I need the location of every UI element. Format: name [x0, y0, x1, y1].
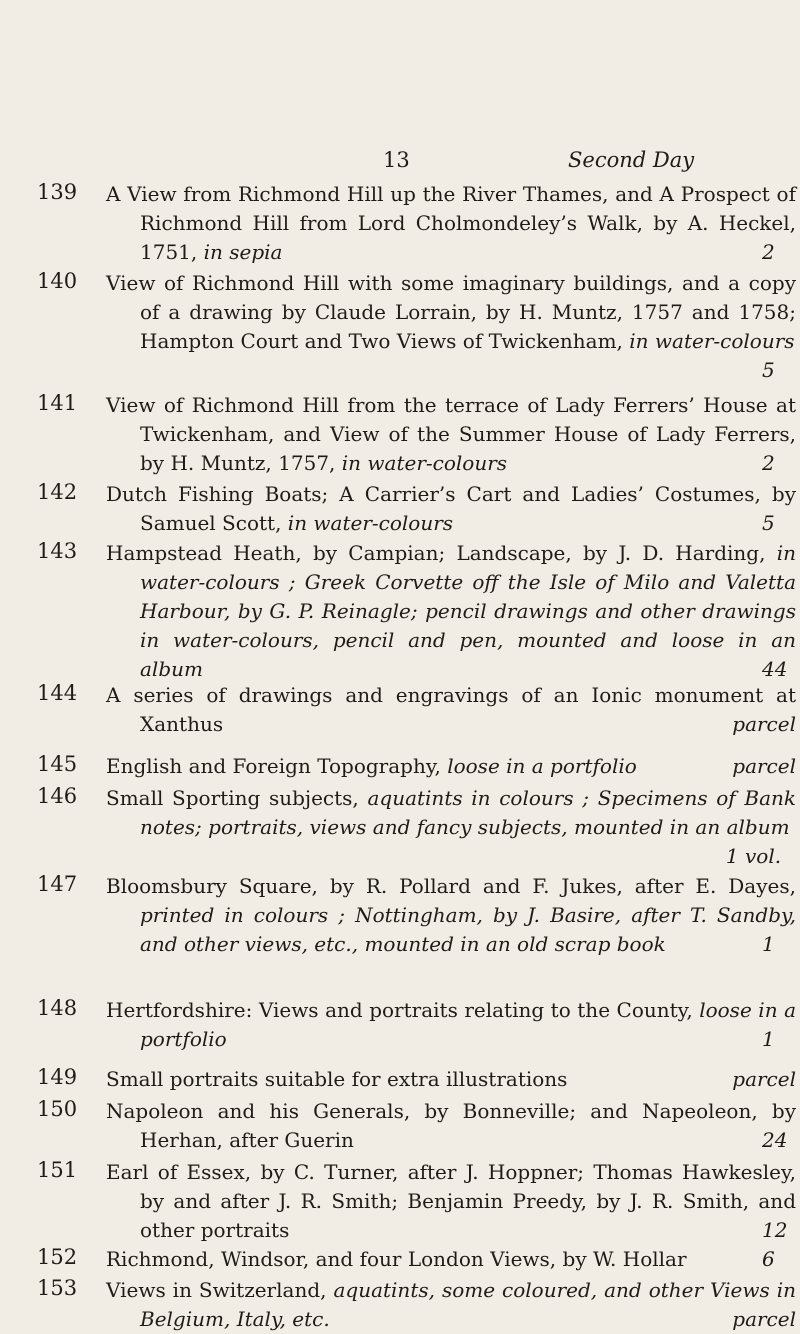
lot-number: 152 — [37, 1245, 78, 1269]
lot-number: 143 — [37, 539, 78, 563]
lot-number: 149 — [37, 1065, 78, 1089]
lot-description: Views in Switzerland, aquatints, some coloured, and other Views in Belgium, Italy, etc. parcel — [106, 1276, 796, 1334]
lot-number: 153 — [37, 1276, 78, 1300]
lot-description: Hertfordshire: Views and portraits relating to the County, loose in a portfolio 1 — [106, 998, 797, 1051]
lot-quantity: parcel — [732, 1307, 796, 1331]
lot-number: 148 — [37, 996, 78, 1020]
lot-number: 150 — [37, 1097, 78, 1121]
lot-description: Bloomsbury Square, by R. Pollard and F. Jukes, after E. Dayes, printed in colours ; Nottingham, by J. Basire, after T. Sandby, and other views, etc., mounted in an old scrap book 1 — [106, 874, 796, 956]
lot-description: A series of drawings and engravings of an Ionic monument at Xanthus parcel — [106, 681, 796, 739]
lot-number: 145 — [37, 752, 78, 776]
lot-description: Earl of Essex, by C. Turner, after J. Hoppner; Thomas Hawkesley, by and after J. R. Smith; Benjamin Preedy, by J. R. Smith, and other portraits 12 — [106, 1160, 796, 1242]
lot-quantity: parcel — [732, 1067, 796, 1091]
page-number: 13 — [383, 148, 410, 172]
lot-number: 144 — [37, 681, 78, 705]
lot-description: Small portraits suitable for extra illustrations parcel — [106, 1065, 796, 1094]
lot-number: 142 — [37, 480, 78, 504]
page-title: Second Day — [568, 148, 695, 172]
lot-quantity: 1 vol. — [725, 844, 782, 868]
lot-description: English and Foreign Topography, loose in a portfolio parcel — [106, 752, 796, 781]
lot-description: A View from Richmond Hill up the River Thames, and A Prospect of Richmond Hill from Lord Cholmondeley’s Walk, by A. Heckel, 1751, in sepia 2 — [106, 182, 796, 264]
lot-number: 146 — [37, 784, 78, 808]
lot-quantity: parcel — [732, 754, 796, 778]
lot-description: Dutch Fishing Boats; A Carrier’s Cart and Ladies’ Costumes, by Samuel Scott, in water-colours 5 — [106, 482, 796, 535]
lot-number: 139 — [37, 180, 78, 204]
lot-description: View of Richmond Hill with some imaginary buildings, and a copy of a drawing by Claude Lorrain, by H. Muntz, 1757 and 1758; Hampton Court and Two Views of Twickenham, in water-colours 5 — [106, 271, 796, 382]
lot-description: View of Richmond Hill from the terrace of Lady Ferrers’ House at Twickenham, and View of the Summer House of Lady Ferrers, by H. Muntz, 1757, in water-colours 2 — [106, 393, 796, 475]
lot-description: Small Sporting subjects, aquatints in colours ; Specimens of Bank notes; portraits, views and fancy subjects, mounted in an album 1 vol. — [106, 784, 796, 871]
lot-number: 147 — [37, 872, 78, 896]
lot-number: 140 — [37, 269, 78, 293]
lot-quantity: parcel — [732, 712, 796, 736]
lot-number: 151 — [37, 1158, 78, 1182]
lot-description: Richmond, Windsor, and four London Views, by W. Hollar 6 — [106, 1247, 775, 1271]
lot-number: 141 — [37, 391, 78, 415]
lot-description: Hampstead Heath, by Campian; Landscape, by J. D. Harding, in water-colours ; Greek Corvette off the Isle of Milo and Valetta Harbour, by G. P. Reinagle; pencil drawings and other drawings in water-colours, pencil and pen, mounted and loose in an album 44 — [106, 541, 796, 681]
lot-description: Napoleon and his Generals, by Bonneville; and Napeoleon, by Herhan, after Guerin 24 — [106, 1099, 796, 1152]
